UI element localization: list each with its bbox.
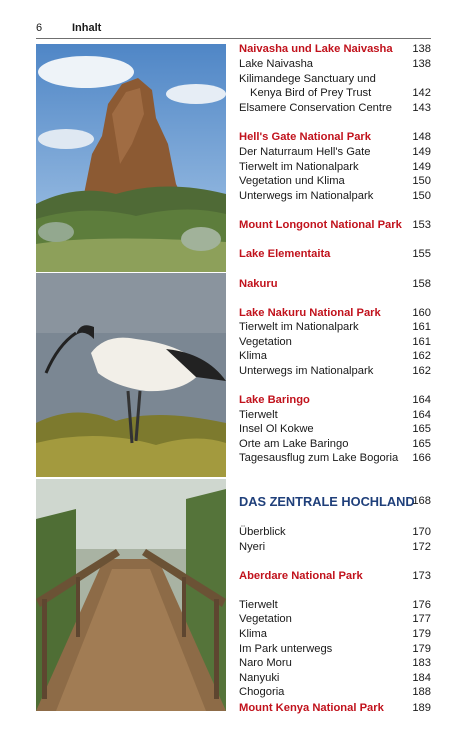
toc-entry-label: DAS ZENTRALE HOCHLAND	[239, 494, 415, 509]
toc-entry-label: Überblick	[239, 526, 286, 538]
toc-entry	[239, 451, 431, 466]
toc-entry-label: Naivasha und Lake Naivasha	[239, 43, 393, 55]
toc-entry	[239, 627, 431, 642]
toc-entry-label: Nyeri	[239, 541, 266, 553]
toc-entry	[239, 277, 431, 292]
toc-entry	[239, 685, 431, 700]
toc-entry	[239, 145, 431, 160]
toc-entry	[239, 320, 431, 335]
toc-entry	[239, 422, 431, 437]
toc-entry	[239, 130, 431, 145]
toc-entry-page: 142	[412, 87, 431, 99]
toc-entry	[239, 306, 431, 321]
toc-entry-page: 165	[412, 438, 431, 450]
page-number: 6	[36, 22, 43, 34]
toc-entry	[239, 101, 431, 116]
toc-entry	[239, 42, 431, 57]
page-header	[36, 20, 431, 39]
toc-entry-page: 158	[412, 278, 431, 290]
toc-entry-label: Vegetation	[239, 613, 292, 625]
toc-entry-page: 138	[412, 43, 431, 55]
toc-entry-page: 138	[412, 58, 431, 70]
toc-entry-page: 162	[412, 350, 431, 362]
toc-entry-page: 176	[412, 599, 431, 611]
toc-entry-page: 172	[412, 541, 431, 553]
toc-entry-label: Tierwelt	[239, 599, 278, 611]
toc-entry-page: 179	[412, 628, 431, 640]
toc-entry-label: Der Naturraum Hell's Gate	[239, 146, 371, 158]
toc-entry-page: 164	[412, 394, 431, 406]
toc-entry-page: 164	[412, 409, 431, 421]
toc-entry-label: Unterwegs im Nationalpark	[239, 365, 374, 377]
toc-entry-page: 150	[412, 175, 431, 187]
toc-entry	[239, 174, 431, 189]
toc-entry-page: 170	[412, 526, 431, 538]
toc-entry	[239, 86, 431, 101]
toc-entry-label: Elsamere Conservation Centre	[239, 102, 392, 114]
toc-entry-label: Lake Naivasha	[239, 58, 314, 70]
toc-entry	[239, 437, 431, 452]
header-title: Inhalt	[72, 22, 102, 34]
toc-entry-label: Kilimandege Sanctuary und	[239, 73, 376, 85]
toc-entry-label: Lake Nakuru National Park	[239, 307, 381, 319]
toc-entry	[239, 598, 431, 613]
toc-entry	[239, 218, 431, 233]
toc-entry-page: 188	[412, 686, 431, 698]
toc-entry	[239, 72, 431, 87]
toc-entry	[239, 701, 431, 716]
toc-entry	[239, 364, 431, 379]
toc-entry-page: 162	[412, 365, 431, 377]
toc-entry-label: Vegetation	[239, 336, 292, 348]
rock-tower-photo	[36, 44, 226, 272]
toc-entry-label: Lake Baringo	[239, 394, 310, 406]
toc-entry-label: Unterwegs im Nationalpark	[239, 190, 374, 202]
toc-entry	[239, 494, 431, 509]
toc-entry-label: Im Park unterwegs	[239, 643, 333, 655]
toc-entry	[239, 525, 431, 540]
toc-entry-label: Nanyuki	[239, 672, 280, 684]
toc-entry-label: Insel Ol Kokwe	[239, 423, 314, 435]
toc-entry-label: Kenya Bird of Prey Trust	[250, 87, 372, 99]
toc-entry	[239, 57, 431, 72]
toc-entry-page: 155	[412, 248, 431, 260]
toc-entry-page: 165	[412, 423, 431, 435]
toc-entry-page: 184	[412, 672, 431, 684]
toc-entry	[239, 671, 431, 686]
toc-entry-page: 173	[412, 570, 431, 582]
toc-entry-label: Tagesausflug zum Lake Bogoria	[239, 452, 399, 464]
toc-entry-page: 161	[412, 336, 431, 348]
toc-entry-label: Lake Elementaita	[239, 248, 331, 260]
toc-entry-label: Tierwelt im Nationalpark	[239, 321, 359, 333]
toc-entry-label: Tierwelt im Nationalpark	[239, 161, 359, 173]
toc-entry	[239, 569, 431, 584]
toc-entry	[239, 349, 431, 364]
toc-entry-page: 166	[412, 452, 431, 464]
toc-entry-label: Chogoria	[239, 686, 285, 698]
toc-entry-page: 161	[412, 321, 431, 333]
toc-entry	[239, 656, 431, 671]
toc-entry	[239, 612, 431, 627]
toc-entry-page: 168	[412, 495, 431, 507]
toc-entry-page: 149	[412, 146, 431, 158]
toc-entry	[239, 160, 431, 175]
toc-entry	[239, 642, 431, 657]
toc-entry-page: 183	[412, 657, 431, 669]
toc-entry-label: Tierwelt	[239, 409, 278, 421]
toc-entry-page: 150	[412, 190, 431, 202]
toc-entry-label: Mount Longonot National Park	[239, 219, 402, 231]
toc-entry-page: 149	[412, 161, 431, 173]
toc-entry	[239, 247, 431, 262]
wooden-bridge-photo	[36, 479, 226, 711]
toc-entry-label: Mount Kenya National Park	[239, 702, 384, 714]
toc-entry-label: Nakuru	[239, 278, 278, 290]
toc-entry-label: Hell's Gate National Park	[239, 131, 371, 143]
toc-entry-page: 179	[412, 643, 431, 655]
toc-entry-label: Vegetation und Klima	[239, 175, 345, 187]
toc-entry-page: 160	[412, 307, 431, 319]
toc-entry-label: Klima	[239, 628, 267, 640]
toc-entry-page: 148	[412, 131, 431, 143]
toc-entry	[239, 335, 431, 350]
toc-entry-page: 177	[412, 613, 431, 625]
toc-entry-label: Klima	[239, 350, 267, 362]
toc-entry-page: 189	[412, 702, 431, 714]
toc-entry	[239, 189, 431, 204]
toc-entry	[239, 540, 431, 555]
toc-entry	[239, 408, 431, 423]
toc-entry-page: 143	[412, 102, 431, 114]
toc-entry-page: 153	[412, 219, 431, 231]
ibis-bird-photo	[36, 273, 226, 477]
toc-entry-label: Orte am Lake Baringo	[239, 438, 349, 450]
toc-entry-label: Naro Moru	[239, 657, 292, 669]
toc-entry-label: Aberdare National Park	[239, 570, 363, 582]
toc-entry	[239, 393, 431, 408]
